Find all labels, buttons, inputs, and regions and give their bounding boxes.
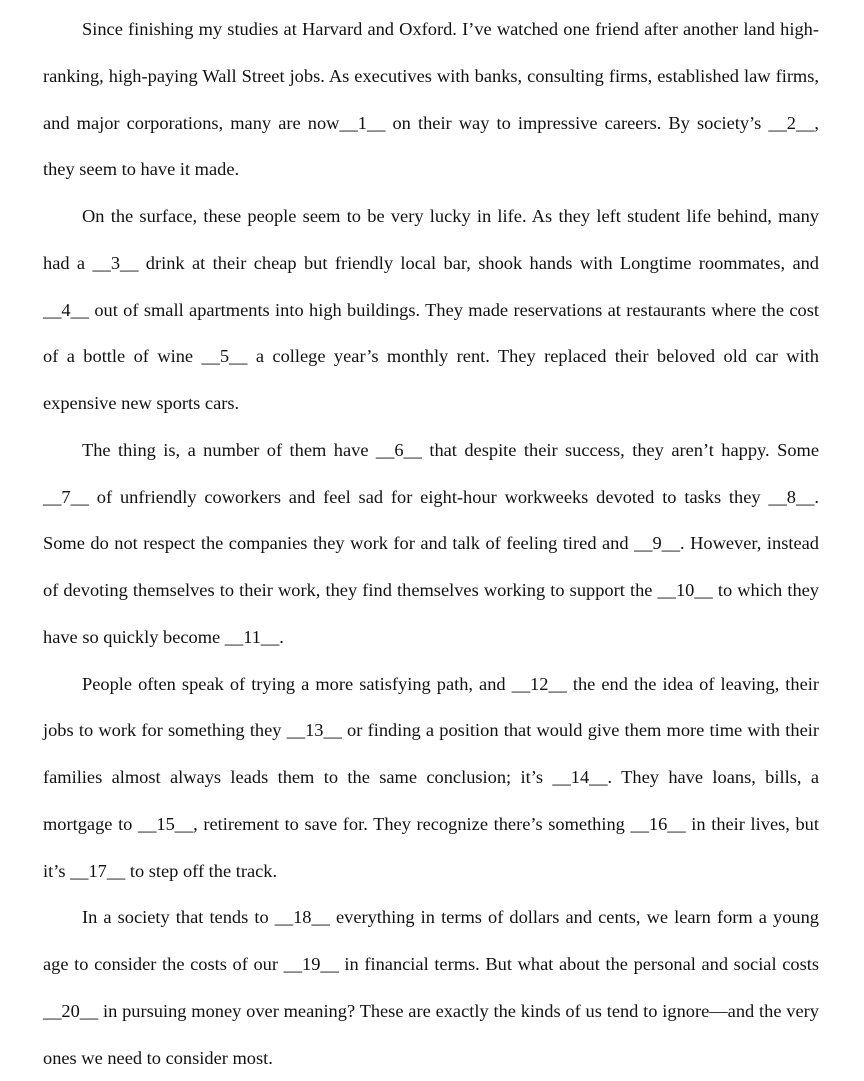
paragraph-1: Since finishing my studies at Harvard and Oxford. I’ve watched one friend after another land high-ranking, high-paying Wall Street jobs. As executives with banks, consulting firms, established law firms, and major corporations, many are now__1__ on their way to impressive careers. By society’s __2__, they seem to have it made. <box>43 19 819 180</box>
paragraph-5: In a society that tends to __18__ everything in terms of dollars and cents, we learn form a young age to consider the costs of our __19__ in financial terms. But what about the personal and social costs __20__ in pursuing money over meaning? These are exactly the kinds of us tend to ignore—and the very ones we need to consider most. <box>43 907 819 1068</box>
paragraph-2: On the surface, these people seem to be very lucky in life. As they left student life behind, many had a __3__ drink at their cheap but friendly local bar, shook hands with Longtime roommates, and __4__ out of small apartments into high buildings. They made reservations at restaurants where the cost of a bottle of wine __5__ a college year’s monthly rent. They replaced their beloved old car with expensive new sports cars. <box>43 206 819 413</box>
paragraph-3: The thing is, a number of them have __6__ that despite their success, they aren’t happy. Some __7__ of unfriendly coworkers and feel sad for eight-hour workweeks devoted to tasks they __8__. Some do not respect the companies they work for and talk of feeling tired and __9__. However, instead of devoting themselves to their work, they find themselves working to support the __10__ to which they have so quickly become __11__. <box>43 439 819 647</box>
paragraph-4: People often speak of trying a more satisfying path, and __12__ the end the idea of leaving, their jobs to work for something they __13__ or finding a position that would give them more time with their families almost always leads them to the same conclusion; it’s __14__. They have loans, bills, a mortgage to __15__, retirement to save for. They recognize there’s something __16__ in their lives, but it’s __17__ to step off the track. <box>43 673 819 881</box>
passage <box>43 6 819 1081</box>
